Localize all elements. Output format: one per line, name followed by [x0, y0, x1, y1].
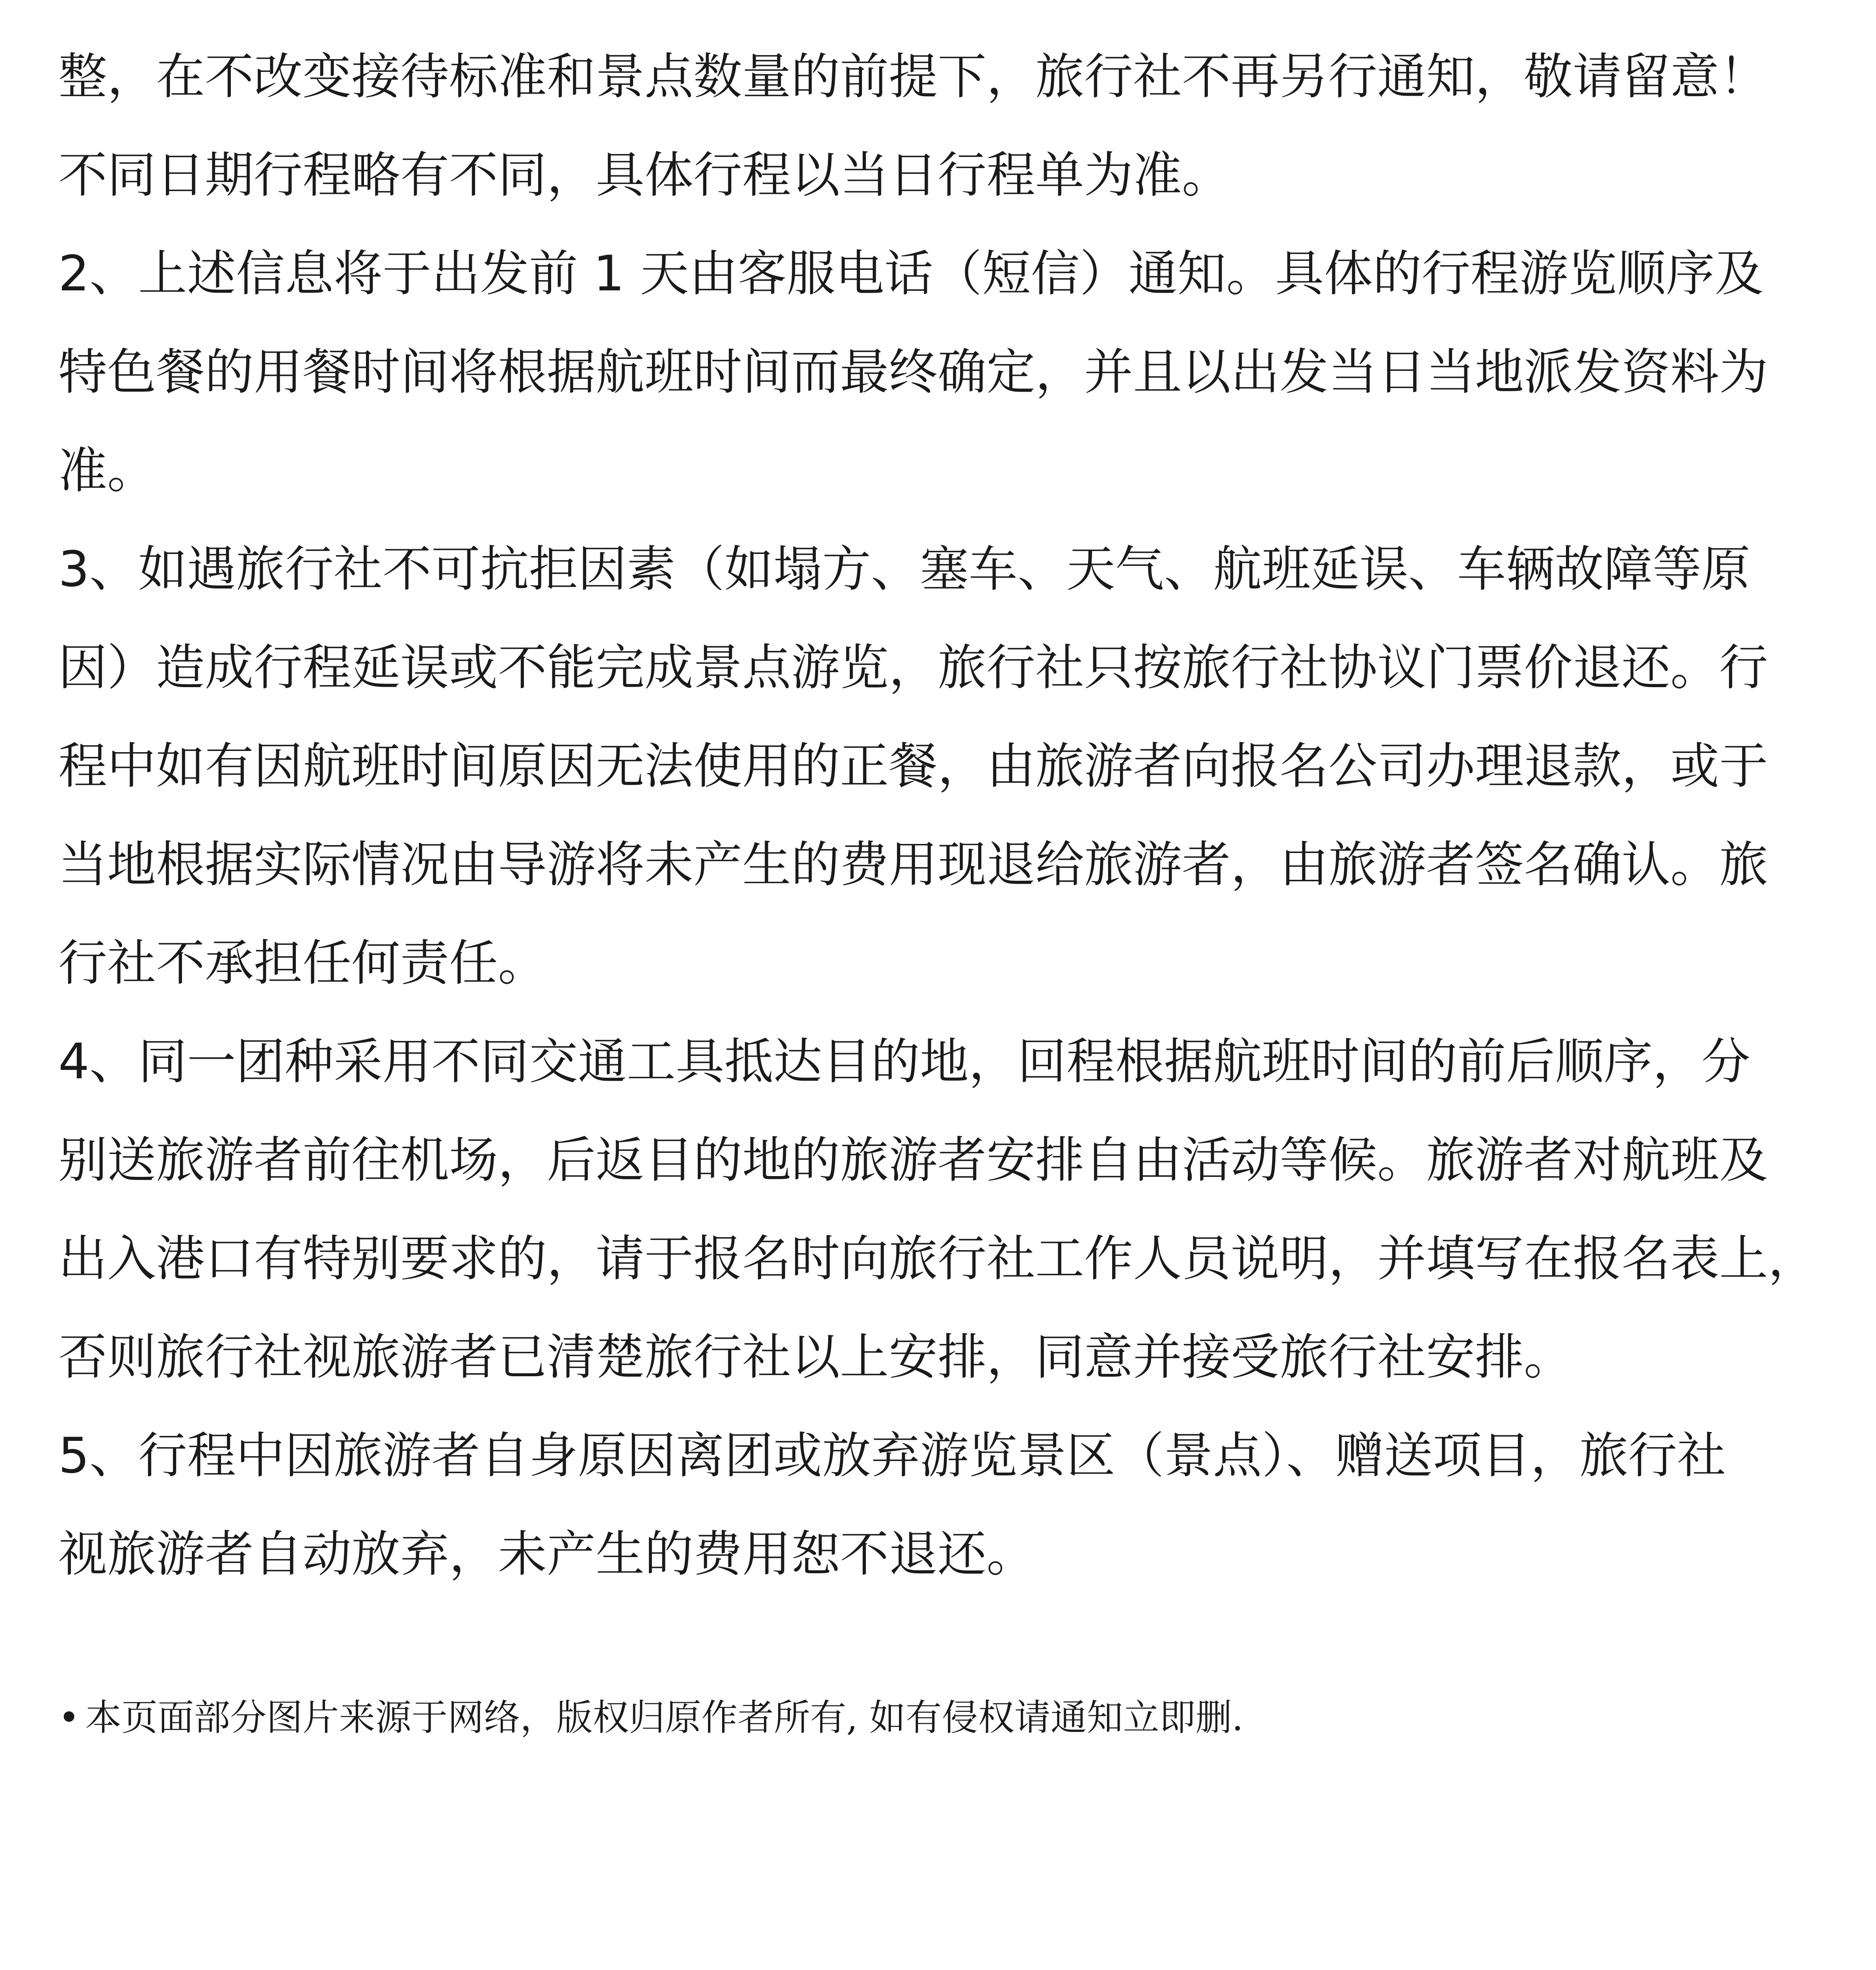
body-line: 否则旅行社视旅游者已清楚旅行社以上安排，同意并接受旅行社安排。 — [58, 1329, 1573, 1386]
body-line: 3、如遇旅行社不可抗拒因素（如塌方、塞车、天气、航班延误、车辆故障等原 — [58, 541, 1750, 598]
footnote-bullet: • — [58, 1697, 80, 1739]
footnote-text: 本页面部分图片来源于网络，版权归原作者所有, 如有侵权请通知立即删. — [85, 1697, 1243, 1739]
body-line: 视旅游者自动放弃，未产生的费用恕不退还。 — [58, 1526, 1036, 1583]
copyright-footnote — [58, 1690, 1243, 1745]
body-line: 2、上述信息将于出发前 1 天由客服电话（短信）通知。具体的行程游览顺序及 — [58, 245, 1764, 302]
body-line: 出入港口有特别要求的，请于报名时向旅行社工作人员说明，并填写在报名表上， — [58, 1230, 1817, 1287]
body-line: 别送旅游者前往机场，后返目的地的旅游者安排自由活动等候。旅游者对航班及 — [58, 1132, 1768, 1189]
body-line: 5、行程中因旅游者自身原因离团或放弃游览景区（景点）、赠送项目，旅行社 — [58, 1427, 1726, 1484]
body-line: 4、同一团种采用不同交通工具抵达目的地，回程根据航班时间的前后顺序，分 — [58, 1033, 1750, 1090]
body-line: 不同日期行程略有不同，具体行程以当日行程单为准。 — [58, 147, 1231, 204]
body-line: 程中如有因航班时间原因无法使用的正餐，由旅游者向报名公司办理退款，或于 — [58, 738, 1768, 795]
body-line: 准。 — [58, 442, 156, 499]
body-line: 行社不承担任何责任。 — [58, 935, 547, 992]
body-line: 当地根据实际情况由导游将未产生的费用现退给旅游者，由旅游者签名确认。旅 — [58, 836, 1768, 893]
body-line: 整，在不改变接待标准和景点数量的前提下，旅行社不再另行通知，敬请留意！ — [58, 48, 1768, 105]
body-line: 特色餐的用餐时间将根据航班时间而最终确定，并且以出发当日当地派发资料为 — [58, 344, 1768, 401]
body-line: 因）造成行程延误或不能完成景点游览，旅行社只按旅行社协议门票价退还。行 — [58, 639, 1768, 696]
terms-body — [58, 28, 1827, 1604]
